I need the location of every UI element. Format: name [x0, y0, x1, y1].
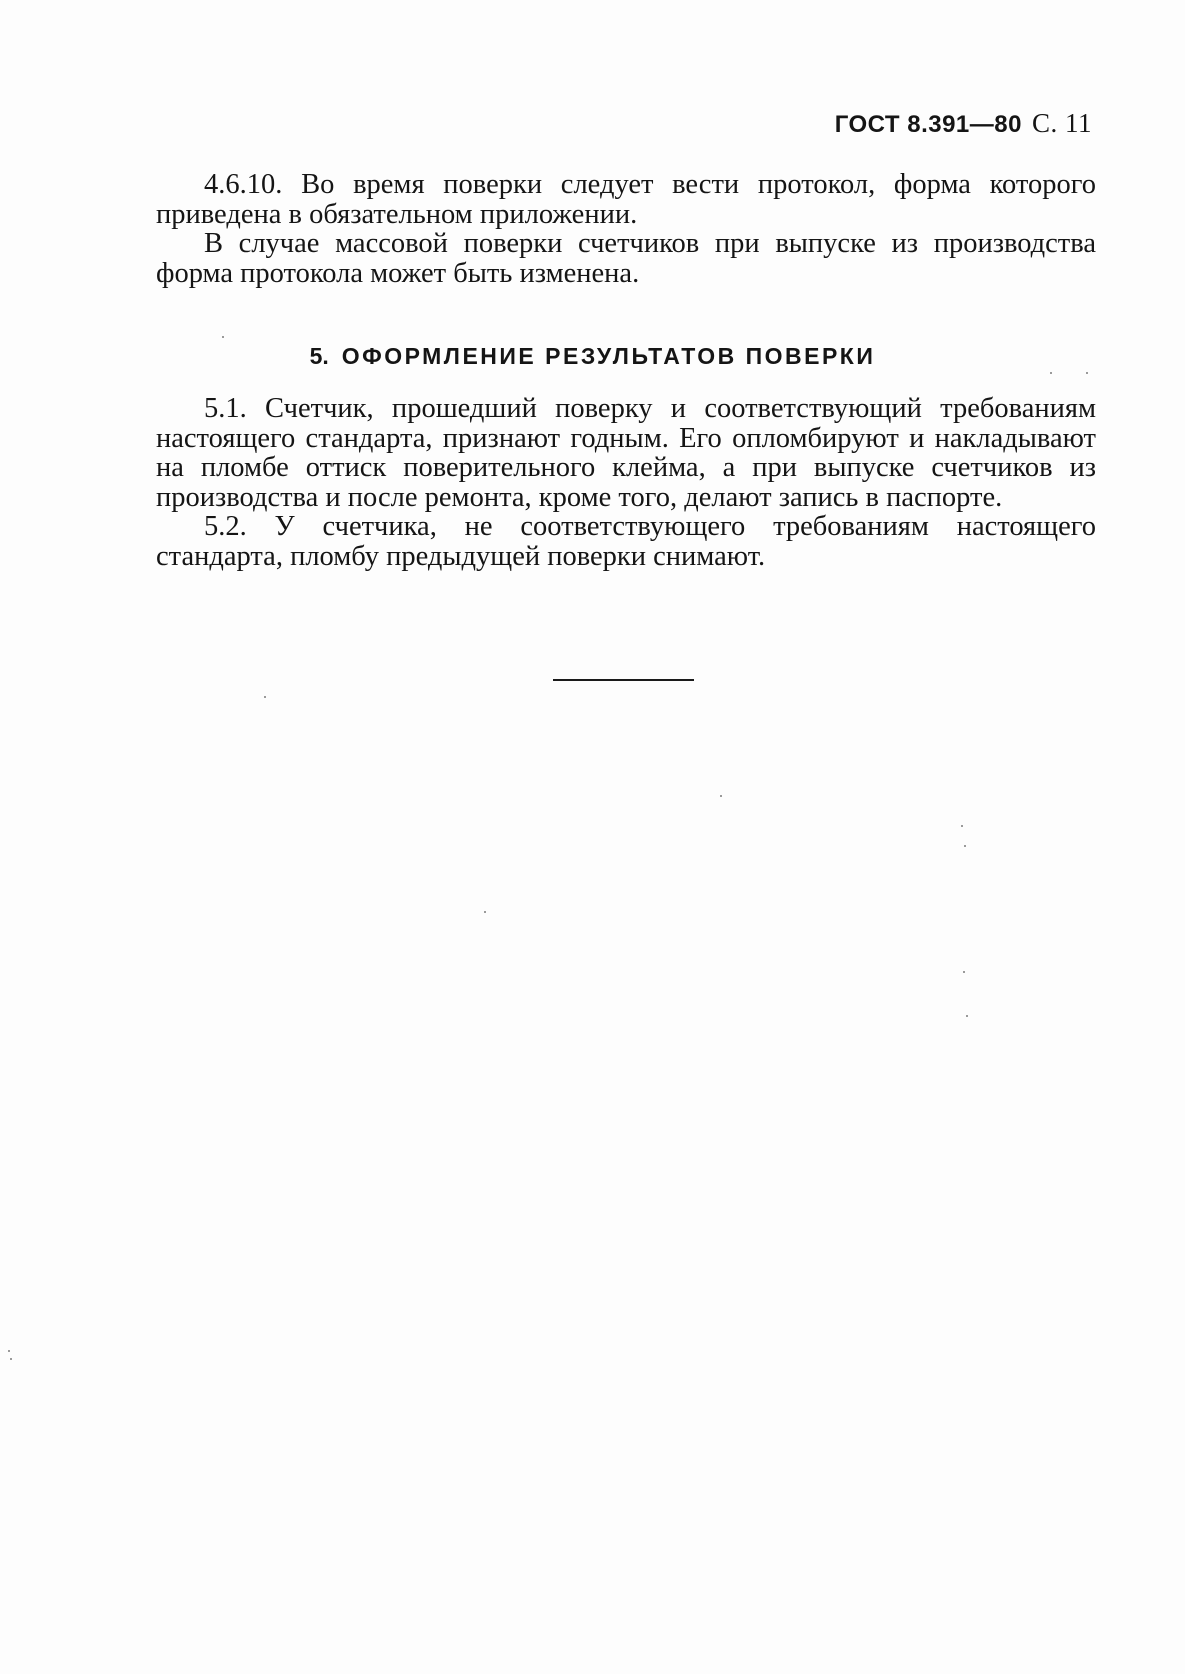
- section-4-6-10: [156, 170, 1096, 288]
- scan-speck: [222, 336, 224, 338]
- scan-speck: [10, 1358, 12, 1360]
- running-header: [835, 108, 1092, 139]
- scan-speck: [1050, 372, 1052, 374]
- section-5-body: [156, 394, 1096, 571]
- end-of-text-rule: [553, 679, 694, 681]
- section-5-title: ОФОРМЛЕНИЕ РЕЗУЛЬТАТОВ ПОВЕРКИ: [341, 343, 876, 369]
- scan-speck: [961, 825, 963, 827]
- scan-speck: [963, 971, 965, 973]
- scan-speck: [966, 1015, 968, 1017]
- paragraph-4-6-10: 4.6.10. Во время поверки следует вести протокол, форма которого приведена в обязательном приложении.: [156, 169, 1096, 230]
- page-number: С. 11: [1031, 108, 1092, 138]
- section-5-heading: [0, 343, 1185, 370]
- section-5-number: 5.: [309, 343, 329, 369]
- paragraph-mass-verification: В случае массовой поверки счетчиков при выпуске из производства форма протокола может быть изменена.: [156, 228, 1096, 289]
- standard-number: ГОСТ 8.391—80: [834, 111, 1022, 138]
- paragraph-5-2: 5.2. У счетчика, не соответствующего требованиям настоящего стандарта, пломбу предыдущей поверки снимают.: [156, 511, 1096, 572]
- scan-speck: [484, 911, 486, 913]
- scan-speck: [964, 845, 966, 847]
- scan-speck: [8, 1350, 10, 1352]
- paragraph-5-1: 5.1. Счетчик, прошедший поверку и соответствующий требованиям настоящего стандарта, признают годным. Его опломбируют и накладывают на пломбе оттиск поверительного клейма, а при выпуске счетчиков из производства и после ремонта, кроме того, делают запись в паспорте.: [156, 393, 1096, 513]
- scan-speck: [1086, 372, 1088, 374]
- scan-speck: [264, 696, 266, 698]
- scan-speck: [720, 795, 722, 797]
